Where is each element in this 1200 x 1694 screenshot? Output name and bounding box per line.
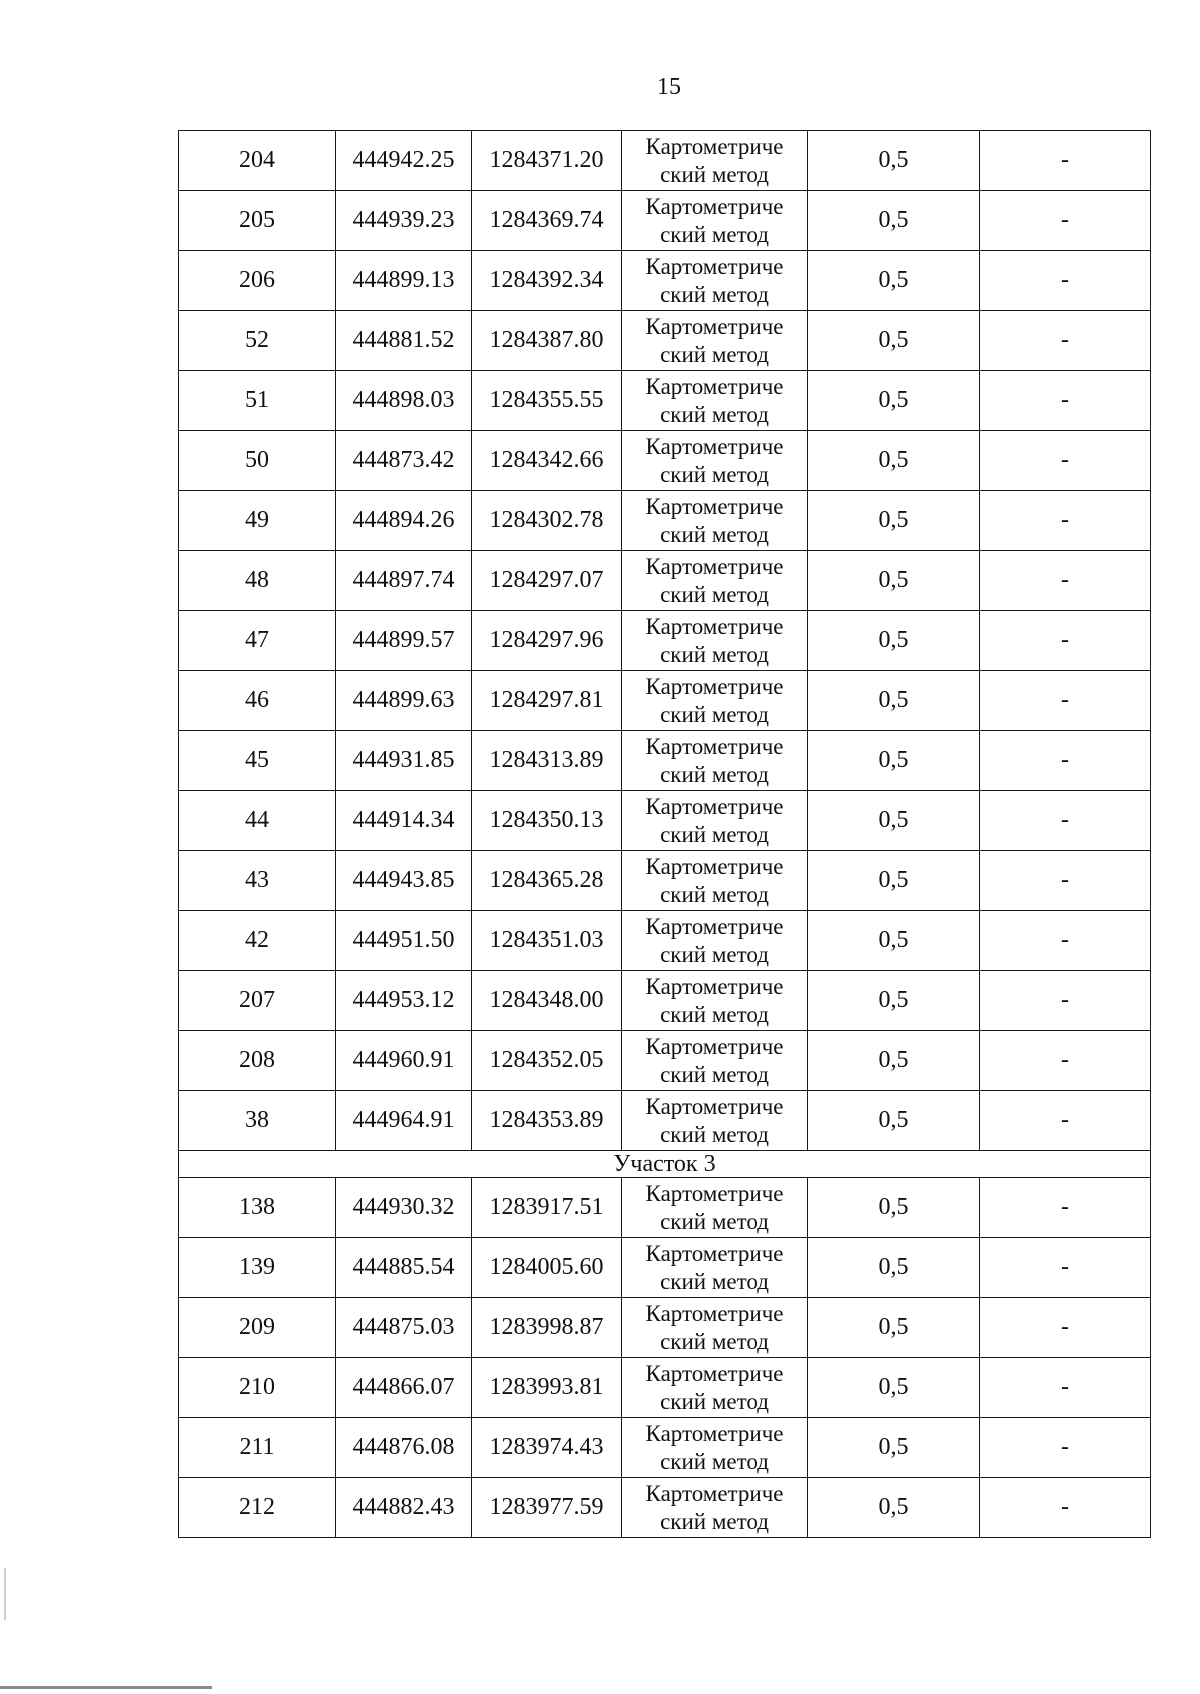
table-row xyxy=(179,1238,1151,1298)
table-row xyxy=(179,1478,1151,1538)
table-row xyxy=(179,491,1151,551)
method-text-line-2: ский метод xyxy=(660,1268,769,1294)
point-number-cell: 205 xyxy=(179,191,336,251)
accuracy-cell: 0,5 xyxy=(808,1091,980,1151)
table-row xyxy=(179,731,1151,791)
accuracy-cell: 0,5 xyxy=(808,911,980,971)
x-coordinate-cell: 444876.08 xyxy=(336,1418,472,1478)
accuracy-cell: 0,5 xyxy=(808,1358,980,1418)
method-text-line-1: Картометриче xyxy=(645,193,784,219)
accuracy-cell: 0,5 xyxy=(808,971,980,1031)
x-coordinate-cell: 444881.52 xyxy=(336,311,472,371)
accuracy-cell: 0,5 xyxy=(808,671,980,731)
point-number-cell: 210 xyxy=(179,1358,336,1418)
method-cell xyxy=(622,1298,808,1358)
method-text-line-1: Картометриче xyxy=(645,613,784,639)
table-row xyxy=(179,1031,1151,1091)
method-cell xyxy=(622,1178,808,1238)
x-coordinate-cell: 444930.32 xyxy=(336,1178,472,1238)
accuracy-cell: 0,5 xyxy=(808,1478,980,1538)
accuracy-cell: 0,5 xyxy=(808,1298,980,1358)
y-coordinate-cell: 1283998.87 xyxy=(472,1298,622,1358)
method-text-line-1: Картометриче xyxy=(645,253,784,279)
x-coordinate-cell: 444899.13 xyxy=(336,251,472,311)
description-cell: - xyxy=(980,611,1151,671)
point-number-cell: 49 xyxy=(179,491,336,551)
x-coordinate-cell: 444942.25 xyxy=(336,131,472,191)
y-coordinate-cell: 1284297.81 xyxy=(472,671,622,731)
description-cell: - xyxy=(980,131,1151,191)
method-cell xyxy=(622,851,808,911)
point-number-cell: 47 xyxy=(179,611,336,671)
method-text-line-1: Картометриче xyxy=(645,1093,784,1119)
method-cell xyxy=(622,1238,808,1298)
method-text-line-2: ский метод xyxy=(660,821,769,847)
description-cell: - xyxy=(980,191,1151,251)
y-coordinate-cell: 1284392.34 xyxy=(472,251,622,311)
description-cell: - xyxy=(980,1238,1151,1298)
x-coordinate-cell: 444875.03 xyxy=(336,1298,472,1358)
y-coordinate-cell: 1284313.89 xyxy=(472,731,622,791)
y-coordinate-cell: 1284351.03 xyxy=(472,911,622,971)
point-number-cell: 52 xyxy=(179,311,336,371)
point-number-cell: 45 xyxy=(179,731,336,791)
x-coordinate-cell: 444931.85 xyxy=(336,731,472,791)
y-coordinate-cell: 1284297.96 xyxy=(472,611,622,671)
description-cell: - xyxy=(980,791,1151,851)
description-cell: - xyxy=(980,1358,1151,1418)
method-text-line-1: Картометриче xyxy=(645,133,784,159)
accuracy-cell: 0,5 xyxy=(808,1031,980,1091)
description-cell: - xyxy=(980,851,1151,911)
x-coordinate-cell: 444951.50 xyxy=(336,911,472,971)
y-coordinate-cell: 1284355.55 xyxy=(472,371,622,431)
y-coordinate-cell: 1284350.13 xyxy=(472,791,622,851)
table-row xyxy=(179,1178,1151,1238)
accuracy-cell: 0,5 xyxy=(808,1238,980,1298)
table-row xyxy=(179,1298,1151,1358)
description-cell: - xyxy=(980,311,1151,371)
method-text-line-1: Картометриче xyxy=(645,733,784,759)
accuracy-cell: 0,5 xyxy=(808,251,980,311)
point-number-cell: 51 xyxy=(179,371,336,431)
method-cell xyxy=(622,1478,808,1538)
y-coordinate-cell: 1284387.80 xyxy=(472,311,622,371)
method-cell xyxy=(622,671,808,731)
y-coordinate-cell: 1284353.89 xyxy=(472,1091,622,1151)
method-text-line-1: Картометриче xyxy=(645,1480,784,1506)
point-number-cell: 207 xyxy=(179,971,336,1031)
method-text-line-2: ский метод xyxy=(660,1001,769,1027)
method-text-line-1: Картометриче xyxy=(645,1033,784,1059)
y-coordinate-cell: 1284365.28 xyxy=(472,851,622,911)
x-coordinate-cell: 444885.54 xyxy=(336,1238,472,1298)
accuracy-cell: 0,5 xyxy=(808,371,980,431)
x-coordinate-cell: 444898.03 xyxy=(336,371,472,431)
method-text-line-1: Картометриче xyxy=(645,493,784,519)
y-coordinate-cell: 1283974.43 xyxy=(472,1418,622,1478)
method-text-line-2: ский метод xyxy=(660,1061,769,1087)
table-row xyxy=(179,431,1151,491)
method-text-line-1: Картометриче xyxy=(645,973,784,999)
method-cell xyxy=(622,1091,808,1151)
table-row xyxy=(179,1091,1151,1151)
y-coordinate-cell: 1284348.00 xyxy=(472,971,622,1031)
x-coordinate-cell: 444894.26 xyxy=(336,491,472,551)
method-text-line-1: Картометриче xyxy=(645,1300,784,1326)
accuracy-cell: 0,5 xyxy=(808,491,980,551)
description-cell: - xyxy=(980,551,1151,611)
table-row xyxy=(179,191,1151,251)
method-text-line-1: Картометриче xyxy=(645,673,784,699)
accuracy-cell: 0,5 xyxy=(808,431,980,491)
description-cell: - xyxy=(980,491,1151,551)
table-row xyxy=(179,551,1151,611)
table-row xyxy=(179,971,1151,1031)
method-cell xyxy=(622,731,808,791)
x-coordinate-cell: 444943.85 xyxy=(336,851,472,911)
y-coordinate-cell: 1284369.74 xyxy=(472,191,622,251)
description-cell: - xyxy=(980,731,1151,791)
method-cell xyxy=(622,1418,808,1478)
method-text-line-2: ский метод xyxy=(660,341,769,367)
point-number-cell: 206 xyxy=(179,251,336,311)
table-row xyxy=(179,671,1151,731)
table-body xyxy=(179,131,1151,1538)
y-coordinate-cell: 1284005.60 xyxy=(472,1238,622,1298)
description-cell: - xyxy=(980,1091,1151,1151)
section-title: Участок 3 xyxy=(179,1151,1151,1178)
point-number-cell: 204 xyxy=(179,131,336,191)
x-coordinate-cell: 444960.91 xyxy=(336,1031,472,1091)
method-text-line-1: Картометриче xyxy=(645,553,784,579)
accuracy-cell: 0,5 xyxy=(808,731,980,791)
method-text-line-2: ский метод xyxy=(660,401,769,427)
method-text-line-2: ский метод xyxy=(660,221,769,247)
method-text-line-2: ский метод xyxy=(660,161,769,187)
scan-artifact-edge xyxy=(0,1686,212,1689)
description-cell: - xyxy=(980,371,1151,431)
x-coordinate-cell: 444899.63 xyxy=(336,671,472,731)
method-text-line-2: ский метод xyxy=(660,1328,769,1354)
x-coordinate-cell: 444953.12 xyxy=(336,971,472,1031)
scan-artifact-mark xyxy=(4,1568,6,1620)
table-row xyxy=(179,371,1151,431)
accuracy-cell: 0,5 xyxy=(808,1178,980,1238)
table-row xyxy=(179,251,1151,311)
method-text-line-2: ский метод xyxy=(660,581,769,607)
method-cell xyxy=(622,311,808,371)
method-text-line-1: Картометриче xyxy=(645,1360,784,1386)
x-coordinate-cell: 444899.57 xyxy=(336,611,472,671)
point-number-cell: 208 xyxy=(179,1031,336,1091)
y-coordinate-cell: 1284352.05 xyxy=(472,1031,622,1091)
table-row xyxy=(179,611,1151,671)
accuracy-cell: 0,5 xyxy=(808,851,980,911)
table-row xyxy=(179,131,1151,191)
method-cell xyxy=(622,131,808,191)
page-number: 15 xyxy=(657,74,681,100)
method-text-line-2: ский метод xyxy=(660,461,769,487)
description-cell: - xyxy=(980,1031,1151,1091)
accuracy-cell: 0,5 xyxy=(808,191,980,251)
x-coordinate-cell: 444914.34 xyxy=(336,791,472,851)
point-number-cell: 38 xyxy=(179,1091,336,1151)
method-text-line-1: Картометриче xyxy=(645,853,784,879)
description-cell: - xyxy=(980,251,1151,311)
method-text-line-2: ский метод xyxy=(660,1121,769,1147)
x-coordinate-cell: 444873.42 xyxy=(336,431,472,491)
accuracy-cell: 0,5 xyxy=(808,131,980,191)
description-cell: - xyxy=(980,1298,1151,1358)
point-number-cell: 42 xyxy=(179,911,336,971)
description-cell: - xyxy=(980,911,1151,971)
description-cell: - xyxy=(980,971,1151,1031)
method-cell xyxy=(622,491,808,551)
point-number-cell: 212 xyxy=(179,1478,336,1538)
table-row xyxy=(179,311,1151,371)
method-text-line-2: ский метод xyxy=(660,641,769,667)
point-number-cell: 139 xyxy=(179,1238,336,1298)
method-cell xyxy=(622,191,808,251)
table-row xyxy=(179,851,1151,911)
accuracy-cell: 0,5 xyxy=(808,1418,980,1478)
point-number-cell: 46 xyxy=(179,671,336,731)
table-row xyxy=(179,791,1151,851)
method-cell xyxy=(622,1358,808,1418)
x-coordinate-cell: 444882.43 xyxy=(336,1478,472,1538)
point-number-cell: 138 xyxy=(179,1178,336,1238)
point-number-cell: 48 xyxy=(179,551,336,611)
method-text-line-1: Картометриче xyxy=(645,1420,784,1446)
method-text-line-2: ский метод xyxy=(660,701,769,727)
method-text-line-2: ский метод xyxy=(660,281,769,307)
table-row xyxy=(179,1418,1151,1478)
description-cell: - xyxy=(980,431,1151,491)
method-text-line-2: ский метод xyxy=(660,1208,769,1234)
point-number-cell: 211 xyxy=(179,1418,336,1478)
method-text-line-2: ский метод xyxy=(660,521,769,547)
point-number-cell: 44 xyxy=(179,791,336,851)
method-cell xyxy=(622,611,808,671)
method-cell xyxy=(622,791,808,851)
point-number-cell: 50 xyxy=(179,431,336,491)
description-cell: - xyxy=(980,1478,1151,1538)
method-text-line-1: Картометриче xyxy=(645,793,784,819)
method-text-line-2: ский метод xyxy=(660,1448,769,1474)
method-text-line-2: ский метод xyxy=(660,1508,769,1534)
accuracy-cell: 0,5 xyxy=(808,551,980,611)
accuracy-cell: 0,5 xyxy=(808,791,980,851)
x-coordinate-cell: 444964.91 xyxy=(336,1091,472,1151)
method-text-line-1: Картометриче xyxy=(645,433,784,459)
method-text-line-1: Картометриче xyxy=(645,913,784,939)
x-coordinate-cell: 444866.07 xyxy=(336,1358,472,1418)
y-coordinate-cell: 1283977.59 xyxy=(472,1478,622,1538)
method-text-line-2: ский метод xyxy=(660,1388,769,1414)
method-text-line-2: ский метод xyxy=(660,881,769,907)
method-cell xyxy=(622,431,808,491)
y-coordinate-cell: 1283917.51 xyxy=(472,1178,622,1238)
coordinates-table xyxy=(178,130,1151,1538)
method-cell xyxy=(622,911,808,971)
method-text-line-2: ский метод xyxy=(660,761,769,787)
point-number-cell: 43 xyxy=(179,851,336,911)
y-coordinate-cell: 1284371.20 xyxy=(472,131,622,191)
accuracy-cell: 0,5 xyxy=(808,311,980,371)
method-cell xyxy=(622,971,808,1031)
method-cell xyxy=(622,251,808,311)
y-coordinate-cell: 1284302.78 xyxy=(472,491,622,551)
y-coordinate-cell: 1284297.07 xyxy=(472,551,622,611)
method-text-line-1: Картометриче xyxy=(645,1180,784,1206)
table-row xyxy=(179,911,1151,971)
y-coordinate-cell: 1284342.66 xyxy=(472,431,622,491)
x-coordinate-cell: 444939.23 xyxy=(336,191,472,251)
method-cell xyxy=(622,1031,808,1091)
table-row xyxy=(179,1358,1151,1418)
method-text-line-1: Картометриче xyxy=(645,313,784,339)
method-text-line-2: ский метод xyxy=(660,941,769,967)
description-cell: - xyxy=(980,1178,1151,1238)
method-cell xyxy=(622,371,808,431)
description-cell: - xyxy=(980,671,1151,731)
y-coordinate-cell: 1283993.81 xyxy=(472,1358,622,1418)
point-number-cell: 209 xyxy=(179,1298,336,1358)
x-coordinate-cell: 444897.74 xyxy=(336,551,472,611)
description-cell: - xyxy=(980,1418,1151,1478)
method-cell xyxy=(622,551,808,611)
method-text-line-1: Картометриче xyxy=(645,1240,784,1266)
accuracy-cell: 0,5 xyxy=(808,611,980,671)
method-text-line-1: Картометриче xyxy=(645,373,784,399)
section-header-row xyxy=(179,1151,1151,1178)
